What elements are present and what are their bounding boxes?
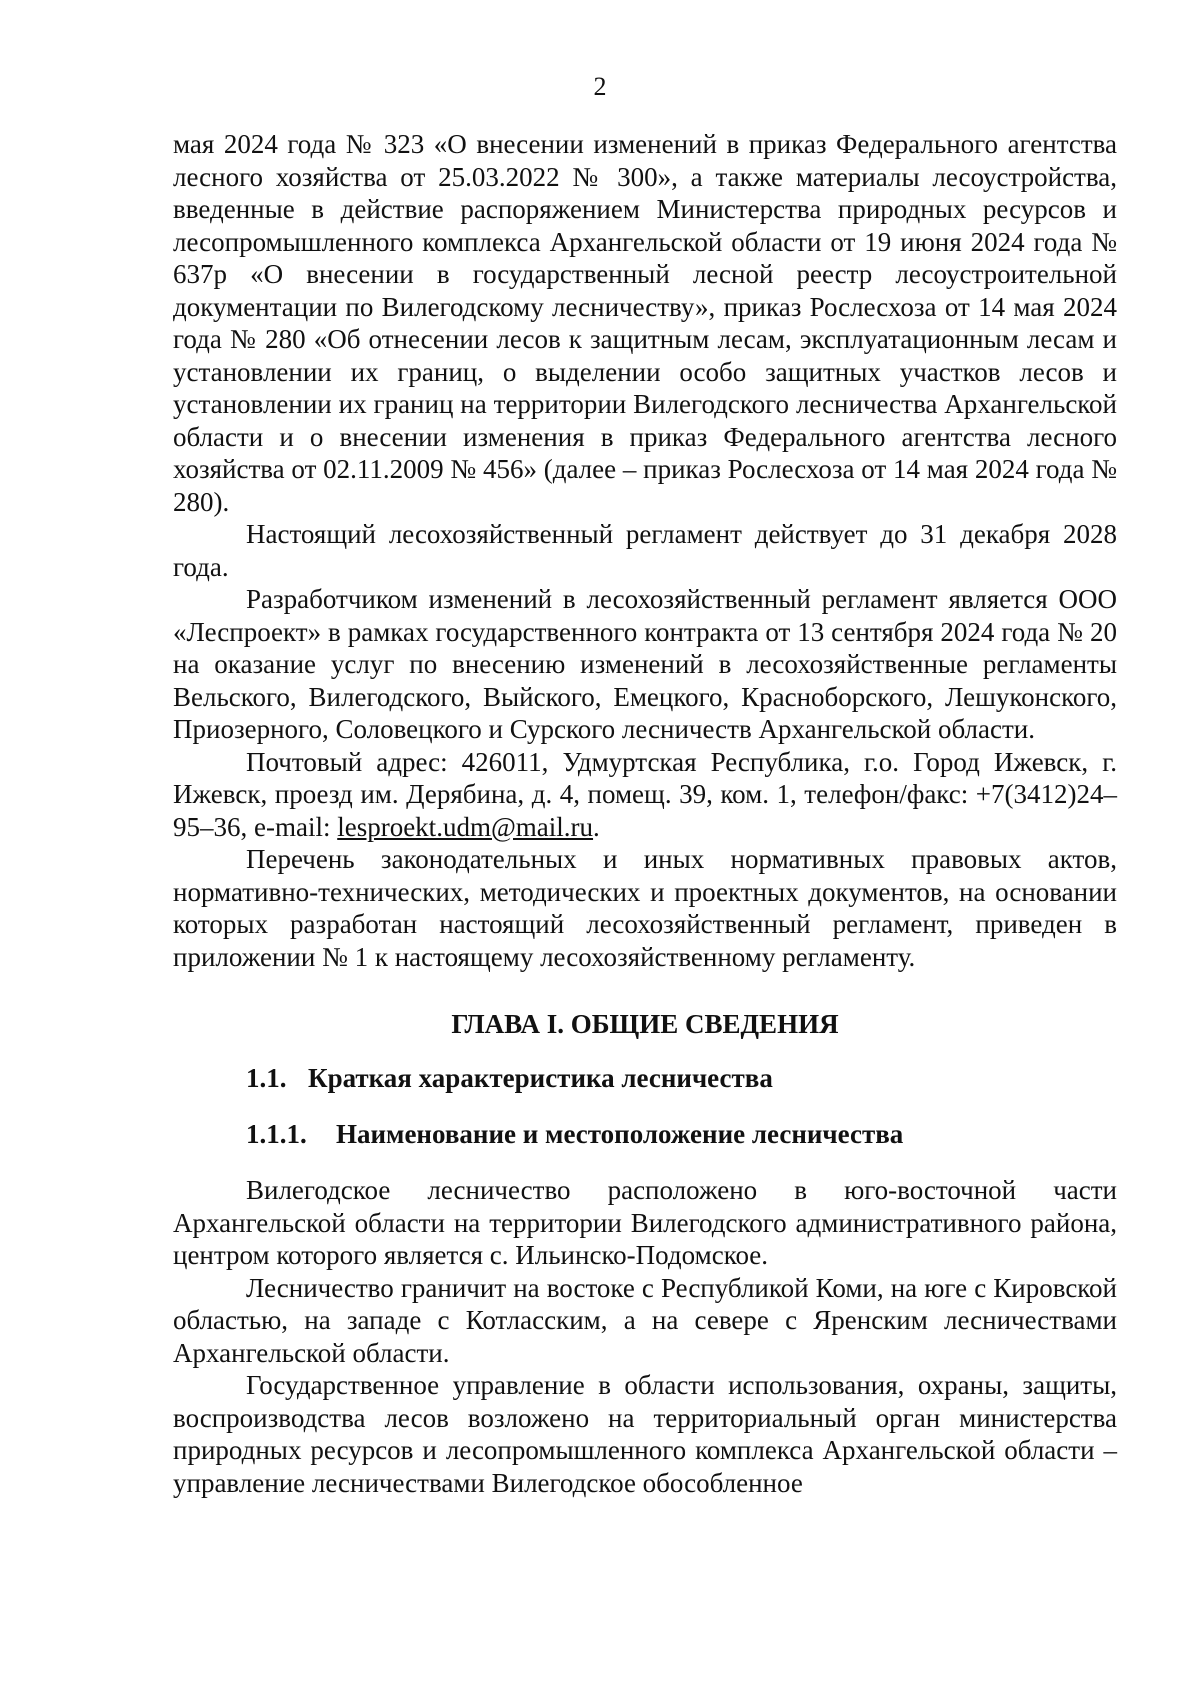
intro-paragraph: мая 2024 года № 323 «О внесении изменений в приказ Федерального агентства лесного хозяйства от 25.03.2022 № 300», а также материалы лесоустройства, введенные в действие распоряжением Министерства природных ресурсов и лесопромышленного комплекса Архангельской области от 19 июня 2024 года № 637р «О внесении в государственный лесной реестр лесоустроительной документации по Вилегодскому лесничеству», приказ Рослесхоза от 14 мая 2024 года № 280 «Об отнесении лесов к защитным лесам, эксплуатационным лесам и установлении их границ, о выделении особо защитных участков лесов и установлении их границ на территории Вилегодского лесничества Архангельской области и о внесении изменения в приказ Федерального агентства лесного хозяйства от 02.11.2009 № 456» (далее – приказ Рослесхоза от 14 мая 2024 года № 280). [173,129,1117,517]
subsection-heading [173,1118,1117,1150]
section-heading [173,1062,1117,1094]
address-paragraph [173,746,1117,844]
borders-paragraph: Лесничество граничит на востоке с Республикой Коми, на юге с Кировской областью, на западе с Котласским, а на севере с Яренским лесничествами Архангельской области. [173,1272,1117,1368]
document-body [173,128,1117,1499]
page-number: 2 [593,72,607,101]
developer-paragraph: Разработчиком изменений в лесохозяйственный регламент является ООО «Леспроект» в рамках государственного контракта от 13 сентября 2024 года № 20 на оказание услуг по внесению изменений в лесохозяйственные регламенты Вельского, Вилегодского, Выйского, Емецкого, Красноборского, Лешуконского, Приозерного, Соловецкого и Сурского лесничеств Архангельской области. [173,584,1117,744]
email-link[interactable]: lesproekt.udm@mail.ru [337,811,594,842]
address-text: Почтовый адрес: 426011, Удмуртская Республика, г.о. Город Ижевск, г. Ижевск, проезд им. Дерябина, д. 4, помещ. 39, ком. 1, телефон/факс: +7(3412)24–95–36, e-mail: [173,746,1117,842]
validity-paragraph: Настоящий лесохозяйственный регламент действует до 31 декабря 2028 года. [173,519,1117,582]
subsection-title: Наименование и местоположение лесничества [336,1119,904,1149]
location-paragraph: Вилегодское лесничество расположено в юго-восточной части Архангельской области на территории Вилегодского административного района, центром которого является с. Ильинско-Подомское. [173,1175,1117,1270]
section-title: Краткая характеристика лесничества [308,1063,773,1093]
section-number: 1.1. [246,1063,287,1093]
management-paragraph: Государственное управление в области использования, охраны, защиты, воспроизводства лесов возложено на территориальный орган министерства природных ресурсов и лесопромышленного комплекса Архангельской области – управление лесничествами Вилегодское обособленное [173,1370,1117,1498]
address-end: . [593,811,600,842]
chapter-title: ГЛАВА I. ОБЩИЕ СВЕДЕНИЯ [451,1009,839,1039]
documents-list-paragraph: Перечень законодательных и иных нормативных правовых актов, нормативно-технических, методических и проектных документов, на основании которых разработан настоящий лесохозяйственный регламент, приведен в приложении № 1 к настоящему лесохозяйственному регламенту. [173,844,1117,972]
subsection-number: 1.1.1. [246,1119,307,1149]
